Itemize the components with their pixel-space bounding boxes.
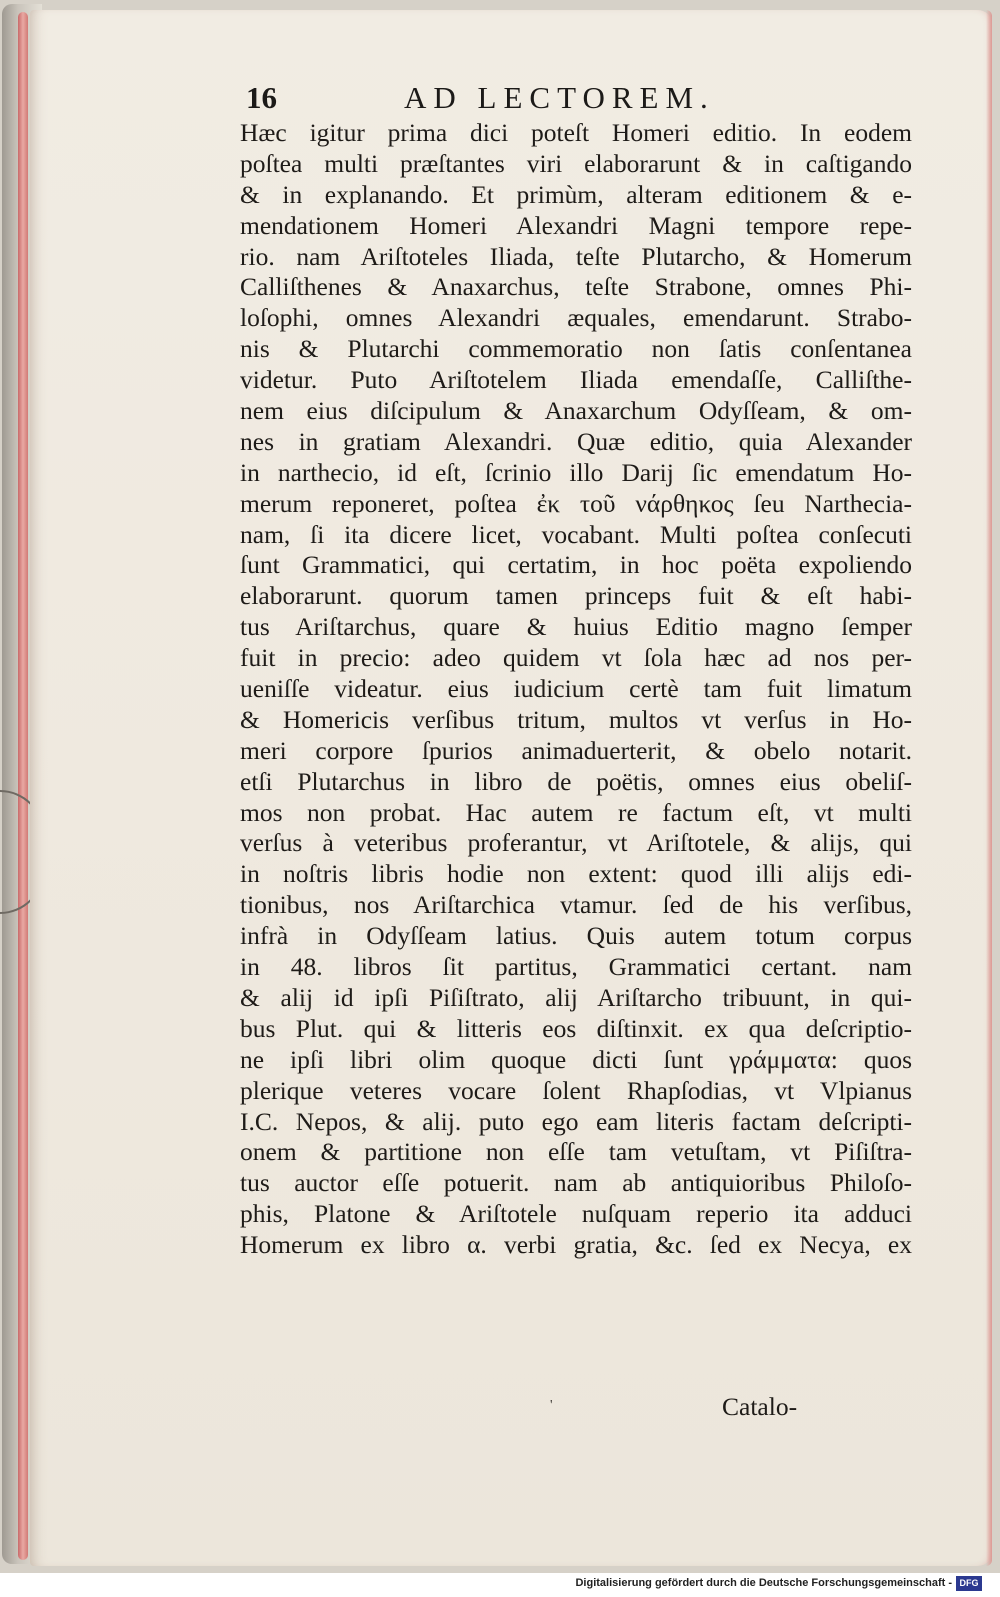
page-header — [246, 80, 806, 120]
text-line: I.C. Nepos, & alij. puto ego eam literis factam deſcripti- — [240, 1106, 912, 1136]
text-line: ne ipſi libri olim quoque dicti ſunt γράμματα: quos — [240, 1044, 912, 1074]
text-line: mendationem Homeri Alexandri Magni tempore repe- — [240, 210, 912, 240]
catchword: Catalo- — [722, 1392, 798, 1421]
text-line: & alij id ipſi Piſiſtrato, alij Ariſtarcho tribuunt, in qui- — [240, 982, 912, 1012]
text-line: infrà in Odyſſeam latius. Quis autem totum corpus — [240, 921, 912, 951]
text-line: & Homericis verſibus tritum, multos vt verſus in Ho- — [240, 704, 912, 734]
text-line: fuit in precio: adeo quidem vt ſola hæc ad nos per- — [240, 643, 912, 673]
text-line: nes in gratiam Alexandri. Quæ editio, quia Alexander — [240, 426, 912, 456]
text-line: Homerum ex libro α. verbi gratia, &c. ſed ex Necya, ex — [240, 1230, 912, 1260]
text-line: nis & Plutarchi commemoratio non ſatis conſentanea — [240, 334, 912, 364]
text-line: in noſtris libris hodie non extent: quod illi alijs edi- — [240, 859, 912, 889]
text-line: phis, Platone & Ariſtotele nuſquam reperio ita adduci — [240, 1199, 912, 1229]
text-line: merum reponeret, poſtea ἐκ τοῦ νάρθηκος ſeu Narthecia- — [240, 488, 912, 518]
dfg-credit: Digitalisierung gefördert durch die Deutsche Forschungsgemeinschaft - — [575, 1577, 952, 1589]
footer-bar — [0, 1573, 1000, 1597]
text-line: in narthecio, id eſt, ſcrinio illo Darij ſic emendatum Ho- — [240, 457, 912, 487]
text-line: poſtea multi præſtantes viri elaborarunt & in caſtigando — [240, 148, 912, 178]
text-line: Calliſthenes & Anaxarchus, teſte Strabone, omnes Phi- — [240, 272, 912, 302]
text-line: onem & partitione non eſſe tam vetuſtam, vt Piſiſtra- — [240, 1137, 912, 1167]
text-line: elaborarunt. quorum tamen princeps fuit & eſt habi- — [240, 581, 912, 611]
page-number: 16 — [246, 80, 277, 115]
text-line: videtur. Puto Ariſtotelem Iliada emendaſſe, Calliſthe- — [240, 365, 912, 395]
text-line: mos non probat. Hac autem re factum eſt, vt multi — [240, 797, 912, 827]
stray-mark: ' — [550, 1398, 553, 1413]
body-text — [240, 118, 912, 1261]
text-line: nem eius diſcipulum & Anaxarchum Odyſſeam, & om- — [240, 396, 912, 426]
text-line: ſunt Grammatici, qui certatim, in hoc poëta expoliendo — [240, 550, 912, 580]
text-line: meri corpore ſpurios animaduerterit, & obelo notarit. — [240, 735, 912, 765]
text-line: tus auctor eſſe potuerit. nam ab antiquioribus Philoſo- — [240, 1168, 912, 1198]
dfg-logo-icon: DFG — [956, 1576, 982, 1591]
text-line: tionibus, nos Ariſtarchica vtamur. ſed de his verſibus, — [240, 890, 912, 920]
red-page-edge — [18, 12, 28, 1560]
text-line: nam, ſi ita dicere licet, vocabant. Multi poſtea conſecuti — [240, 519, 912, 549]
text-line: bus Plut. qui & litteris eos diſtinxit. ex qua deſcriptio- — [240, 1013, 912, 1043]
text-line: rio. nam Ariſtoteles Iliada, teſte Plutarcho, & Homerum — [240, 241, 912, 271]
text-line: verſus à veteribus proferantur, vt Ariſtotele, & alijs, qui — [240, 828, 912, 858]
text-line: tus Ariſtarchus, quare & huius Editio magno ſemper — [240, 612, 912, 642]
red-right-edge — [986, 10, 992, 1566]
text-line: & in explanando. Et primùm, alteram editionem & e- — [240, 179, 912, 209]
text-line: loſophi, omnes Alexandri æquales, emendarunt. Strabo- — [240, 303, 912, 333]
running-title: AD LECTOREM. — [404, 80, 715, 115]
text-line: ueniſſe videatur. eius iudicium certè tam fuit limatum — [240, 674, 912, 704]
text-line: in 48. libros ſit partitus, Grammatici certant. nam — [240, 952, 912, 982]
text-line: Hæc igitur prima dici poteſt Homeri editio. In eodem — [240, 118, 912, 147]
text-line: etſi Plutarchus in libro de poëtis, omnes eius obeliſ- — [240, 766, 912, 796]
text-line: plerique veteres vocare ſolent Rhapſodias, vt Vlpianus — [240, 1075, 912, 1105]
